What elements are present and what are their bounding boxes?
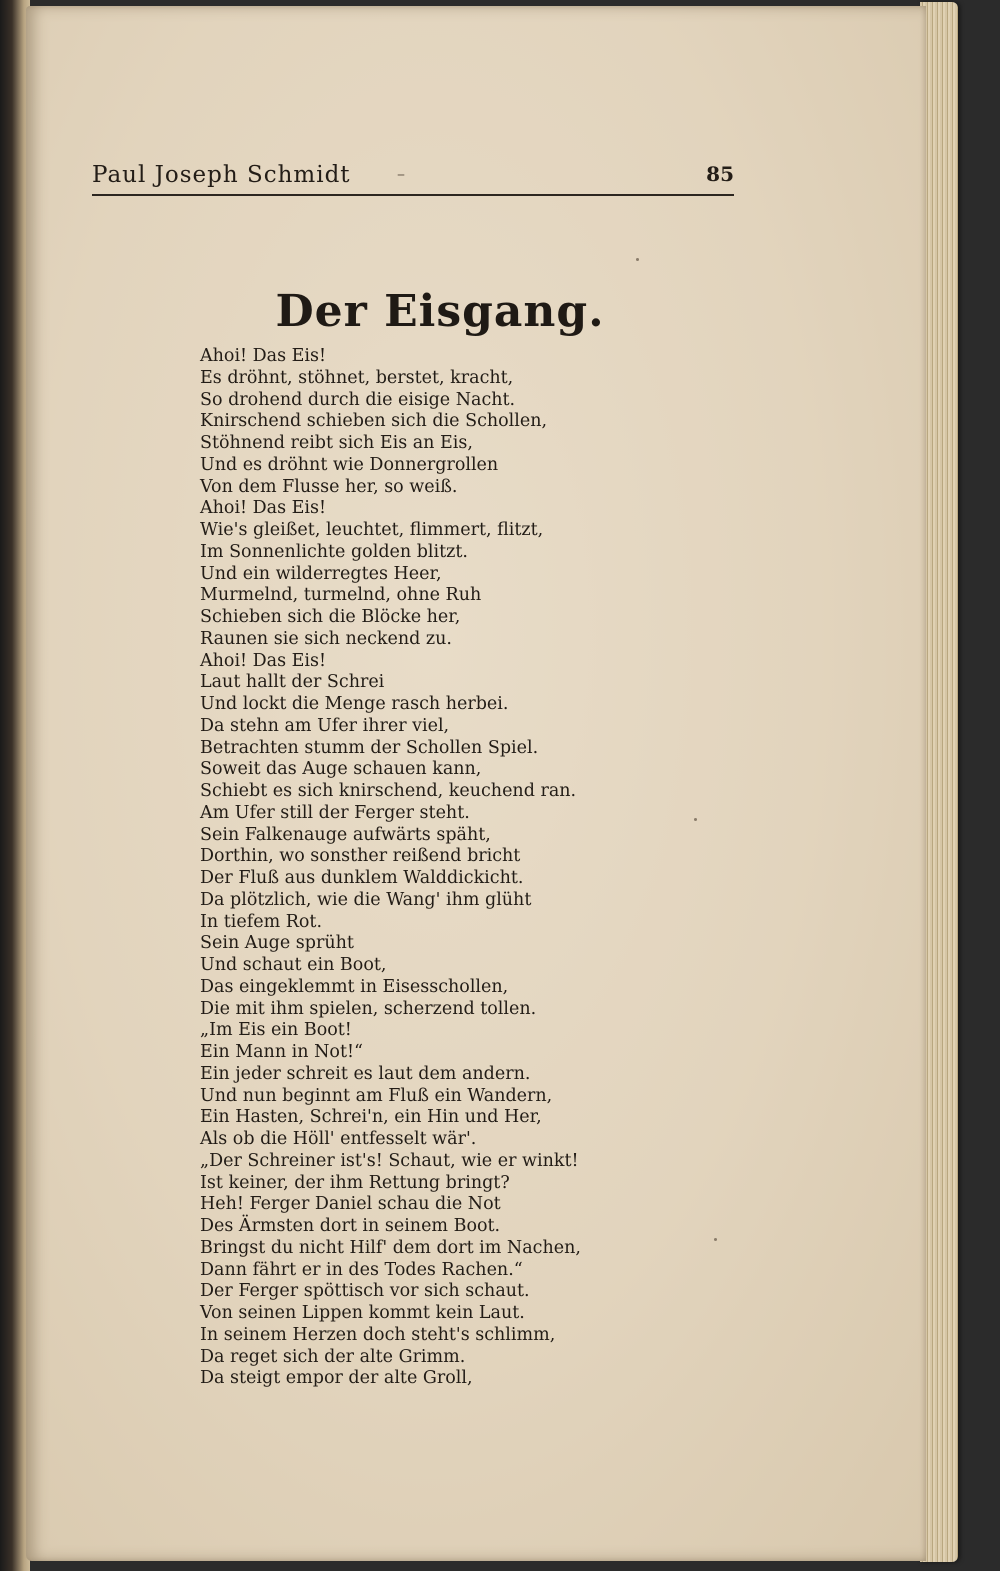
poem-line: Ist keiner, der ihm Rettung bringt? <box>200 1172 510 1193</box>
poem-line: Ahoi! Das Eis! <box>200 346 327 366</box>
poem-line: Als ob die Höll' entfesselt wär'. <box>200 1129 477 1149</box>
poem-line: Und es dröhnt wie Donnergrollen <box>200 454 499 475</box>
poem-line: „Der Schreiner ist's! Schaut, wie er winkt! <box>200 1150 579 1171</box>
poem-line: Murmelnd, turmelnd, ohne Ruh <box>200 585 482 606</box>
poem-line: Da steigt empor der alte Groll, <box>200 1368 473 1389</box>
page-number: 85 <box>706 162 734 186</box>
poem-line: Schiebt es sich knirschend, keuchend ran. <box>200 781 577 801</box>
poem-line: So drohend durch die eisige Nacht. <box>200 389 516 410</box>
paper-speck <box>636 258 639 261</box>
paper-speck <box>714 1238 717 1241</box>
poem-line: Da stehn am Ufer ihrer viel, <box>200 715 450 736</box>
poem-line: Und schaut ein Boot, <box>200 955 387 975</box>
poem-line: Soweit das Auge schauen kann, <box>200 759 482 780</box>
poem-line: Da plötzlich, wie die Wang' ihm glüht <box>200 889 532 910</box>
poem-line: In seinem Herzen doch steht's schlimm, <box>200 1324 556 1345</box>
poem-line: Sein Falkenauge aufwärts späht, <box>200 824 491 845</box>
running-header <box>92 160 734 196</box>
author-name: Paul Joseph Schmidt <box>92 162 351 188</box>
poem-line: Und ein wilderregtes Heer, <box>200 563 442 584</box>
poem-line: In tiefem Rot. <box>200 911 323 932</box>
paper-speck <box>694 818 697 821</box>
poem-line: Ein Mann in Not!“ <box>200 1042 363 1062</box>
poem-line: Betrachten stumm der Schollen Spiel. <box>200 737 539 758</box>
poem-line: Schieben sich die Blöcke her, <box>200 607 461 627</box>
poem-line: Das eingeklemmt in Eisesschollen, <box>200 976 509 997</box>
poem-body <box>200 346 650 1390</box>
poem-line: Am Ufer still der Ferger steht. <box>200 802 470 823</box>
poem-line: Raunen sie sich neckend zu. <box>200 628 452 649</box>
poem-line: Bringst du nicht Hilf' dem dort im Nachen, <box>200 1237 581 1258</box>
poem-line: Es dröhnt, stöhnet, berstet, kracht, <box>200 367 514 388</box>
poem-line: „Im Eis ein Boot! <box>200 1020 352 1041</box>
poem-title: Der Eisgang. <box>275 286 605 337</box>
poem-line: Ahoi! Das Eis! <box>200 650 327 671</box>
poem-line: Stöhnend reibt sich Eis an Eis, <box>200 433 473 453</box>
poem-line: Die mit ihm spielen, scherzend tollen. <box>200 998 537 1019</box>
poem-line: Ein Hasten, Schrei'n, ein Hin und Her, <box>200 1107 542 1128</box>
poem-line: Laut hallt der Schrei <box>200 672 385 693</box>
poem-line: Und lockt die Menge rasch herbei. <box>200 694 509 714</box>
poem-line: Im Sonnenlichte golden blitzt. <box>200 541 468 562</box>
poem-line: Von dem Flusse her, so weiß. <box>200 476 458 497</box>
poem-line: Sein Auge sprüht <box>200 933 354 954</box>
poem-line: Wie's gleißet, leuchtet, flimmert, flitzt, <box>200 520 544 540</box>
header-separator: – <box>397 164 405 183</box>
poem-line: Dann fährt er in des Todes Rachen.“ <box>200 1259 523 1280</box>
poem-line: Ein jeder schreit es laut dem andern. <box>200 1063 531 1084</box>
poem-line: Knirschend schieben sich die Schollen, <box>200 411 548 432</box>
poem-line: Der Fluß aus dunklem Walddickicht. <box>200 868 524 888</box>
poem-line: Des Ärmsten dort in seinem Boot. <box>200 1216 501 1236</box>
poem-line: Heh! Ferger Daniel schau die Not <box>200 1194 501 1215</box>
poem-line: Von seinen Lippen kommt kein Laut. <box>200 1303 525 1323</box>
poem-line: Der Ferger spöttisch vor sich schaut. <box>200 1281 530 1302</box>
poem-line: Da reget sich der alte Grimm. <box>200 1346 466 1367</box>
poem-line: Und nun beginnt am Fluß ein Wandern, <box>200 1085 553 1106</box>
poem-line: Ahoi! Das Eis! <box>200 498 327 519</box>
poem-line: Dorthin, wo sonsther reißend bricht <box>200 846 521 867</box>
